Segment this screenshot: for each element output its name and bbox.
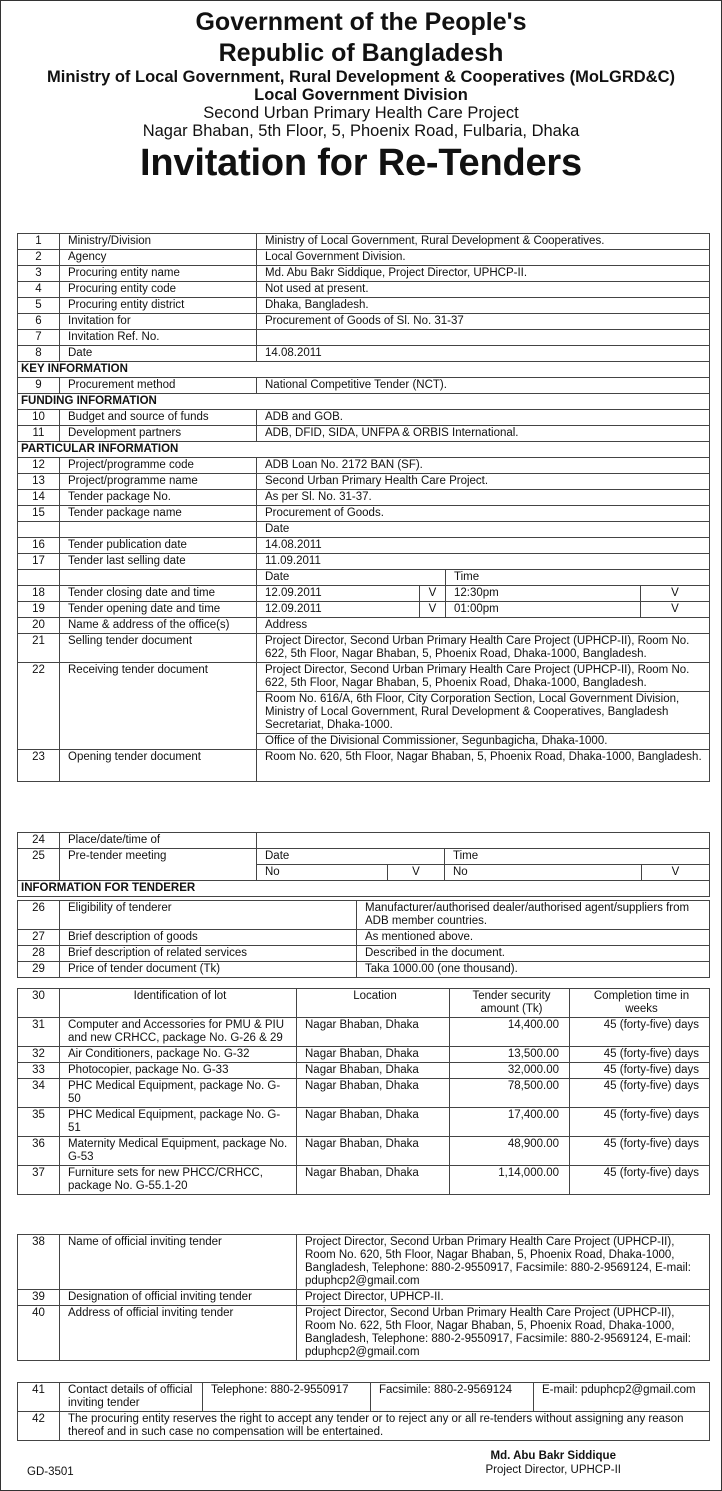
contact-email: E-mail: pduphcp2@gmail.com (534, 1383, 710, 1412)
table-row (18, 1235, 710, 1290)
row-value: 14.08.2011 (257, 346, 710, 362)
closing-time: 12:30pm (446, 586, 641, 602)
row-number: 10 (18, 410, 60, 426)
lot-location: Nagar Bhaban, Dhaka (297, 1047, 450, 1063)
notice-title: Invitation for Re-Tenders (140, 141, 582, 184)
lot-security: 13,500.00 (450, 1047, 570, 1063)
table-row (18, 930, 710, 946)
table-row (18, 234, 710, 250)
lot-security: 14,400.00 (450, 1018, 570, 1047)
table-row (18, 330, 710, 346)
header-line-2: Republic of Bangladesh (218, 38, 504, 67)
check-mark: V (641, 586, 710, 602)
row-label: Procuring entity district (60, 298, 257, 314)
row-label: Project/programme code (60, 458, 257, 474)
section-heading (18, 442, 710, 458)
lot-completion: 45 (forty-five) days (570, 1063, 710, 1079)
row-label: Receiving tender document (60, 663, 257, 750)
table-row (18, 298, 710, 314)
row-value: ADB Loan No. 2172 BAN (SF). (257, 458, 710, 474)
row-value: Manufacturer/authorised dealer/authorised agent/suppliers from ADB member countries. (357, 901, 710, 930)
row-number: 24 (18, 833, 60, 849)
row-value: Room No. 616/A, 6th Floor, City Corporation Section, Local Government Division, Ministry of Local Government, Rural Development & Cooperatives, Bangladesh Secretariat, Dhaka-1000. (257, 692, 710, 734)
tender-table-main (17, 233, 710, 782)
row-number: 13 (18, 474, 60, 490)
row-label: Project/programme name (60, 474, 257, 490)
lot-security: 1,14,000.00 (450, 1166, 570, 1195)
row-value: Room No. 620, 5th Floor, Nagar Bhaban, 5, Phoenix Road, Dhaka-1000, Bangladesh. (257, 750, 710, 782)
table-row (18, 378, 710, 394)
signatory-title: Project Director, UPHCP-II (485, 1464, 621, 1476)
table-row (18, 554, 710, 570)
project-name: Second Urban Primary Health Care Project (203, 104, 519, 123)
lot-security: 32,000.00 (450, 1063, 570, 1079)
row-label: Development partners (60, 426, 257, 442)
row-number: 31 (18, 1018, 60, 1047)
check-mark: V (420, 602, 446, 618)
row-number (18, 570, 60, 586)
table-row (18, 849, 710, 865)
lot-location: Nagar Bhaban, Dhaka (297, 1018, 450, 1047)
date-column-header: Date (257, 570, 446, 586)
row-label: Date (60, 346, 257, 362)
row-value: 11.09.2011 (257, 554, 710, 570)
row-number: 19 (18, 602, 60, 618)
table-row (18, 282, 710, 298)
row-number: 7 (18, 330, 60, 346)
row-number: 15 (18, 506, 60, 522)
row-number: 35 (18, 1108, 60, 1137)
row-value: ADB and GOB. (257, 410, 710, 426)
row-value: ADB, DFID, SIDA, UNFPA & ORBIS International. (257, 426, 710, 442)
lot-location: Nagar Bhaban, Dhaka (297, 1137, 450, 1166)
row-value (257, 833, 710, 849)
row-label: Tender package name (60, 506, 257, 522)
row-label: Procuring entity name (60, 266, 257, 282)
lot-row (18, 1063, 710, 1079)
time-column-header: Time (446, 570, 710, 586)
division-name: Local Government Division (254, 86, 468, 105)
row-label: Tender opening date and time (60, 602, 257, 618)
date-column-header: Date (257, 849, 445, 865)
row-value: As per Sl. No. 31-37. (257, 490, 710, 506)
row-number: 17 (18, 554, 60, 570)
row-number: 39 (18, 1290, 60, 1306)
section-funding-information: FUNDING INFORMATION (18, 394, 710, 410)
lot-security: 78,500.00 (450, 1079, 570, 1108)
row-value: Project Director, Second Urban Primary Health Care Project (UPHCP-II), Room No. 620, 5th Floor, Nagar Bhaban, 5, Phoenix Road, Dhaka-1000, Bangladesh, Telephone: 880-2-9550917, Facsimile: 880-2-9569124, E-mail: pduphcp2@gmail.com (297, 1235, 710, 1290)
contact-facsimile: Facsimile: 880-2-9569124 (371, 1383, 534, 1412)
row-value: Procurement of Goods of Sl. No. 31-37 (257, 314, 710, 330)
row-value: Procurement of Goods. (257, 506, 710, 522)
row-label: Procuring entity code (60, 282, 257, 298)
row-number: 37 (18, 1166, 60, 1195)
row-value: Md. Abu Bakr Siddique, Project Director, UPHCP-II. (257, 266, 710, 282)
row-label: Opening tender document (60, 750, 257, 782)
location-column-header: Location (297, 989, 450, 1018)
row-label (60, 570, 257, 586)
row-value: Project Director, Second Urban Primary Health Care Project (UPHCP-II), Room No. 622, 5th Floor, Nagar Bhaban, 5, Phoenix Road, Dhaka-1000, Bangladesh, Telephone: 880-2-9550917, Facsimile: 880-2-9569124, E-mail: pduphcp2@gmail.com (297, 1306, 710, 1361)
contact-table (17, 1382, 710, 1441)
row-label: Name of official inviting tender (60, 1235, 297, 1290)
table-row (18, 506, 710, 522)
lot-name: Photocopier, package No. G-33 (60, 1063, 297, 1079)
lot-completion: 45 (forty-five) days (570, 1047, 710, 1063)
meeting-date: No (257, 865, 388, 881)
table-row (18, 570, 710, 586)
signatory-name: Md. Abu Bakr Siddique (490, 1450, 616, 1462)
row-number: 11 (18, 426, 60, 442)
row-number: 23 (18, 750, 60, 782)
reservation-clause: The procuring entity reserves the right to accept any tender or to reject any or all re-tenders without assigning any reason thereof and in such case no compensation will be entertained. (60, 1412, 710, 1441)
lot-name: Maternity Medical Equipment, package No. G-53 (60, 1137, 297, 1166)
row-label: Tender publication date (60, 538, 257, 554)
table-row (18, 663, 710, 692)
row-number: 26 (18, 901, 60, 930)
signature-block (486, 1449, 621, 1477)
row-label: Contact details of official inviting tender (60, 1383, 203, 1412)
check-mark: V (420, 586, 446, 602)
lot-completion: 45 (forty-five) days (570, 1079, 710, 1108)
row-label: Price of tender document (Tk) (60, 962, 357, 978)
project-address: Nagar Bhaban, 5th Floor, 5, Phoenix Road, Fulbaria, Dhaka (142, 122, 580, 141)
table-row (18, 266, 710, 282)
lot-location: Nagar Bhaban, Dhaka (297, 1079, 450, 1108)
table-row (18, 750, 710, 782)
row-label: Brief description of related services (60, 946, 357, 962)
lot-name: Furniture sets for new PHCC/CRHCC, package No. G-55.1-20 (60, 1166, 297, 1195)
row-value: Ministry of Local Government, Rural Development & Cooperatives. (257, 234, 710, 250)
tenderer-info-table (17, 900, 710, 978)
lot-completion: 45 (forty-five) days (570, 1166, 710, 1195)
row-number: 25 (18, 849, 60, 881)
completion-column-header: Completion time in weeks (570, 989, 710, 1018)
lot-row (18, 1047, 710, 1063)
row-label: Invitation Ref. No. (60, 330, 257, 346)
table-row (18, 1412, 710, 1441)
row-value: National Competitive Tender (NCT). (257, 378, 710, 394)
row-label: Agency (60, 250, 257, 266)
row-number: 20 (18, 618, 60, 634)
ministry-name: Ministry of Local Government, Rural Development & Cooperatives (MoLGRD&C) (47, 68, 675, 86)
row-number: 12 (18, 458, 60, 474)
meeting-time: No (445, 865, 642, 881)
table-row (18, 474, 710, 490)
row-number: 34 (18, 1079, 60, 1108)
row-value: Office of the Divisional Commissioner, Segunbagicha, Dhaka-1000. (257, 734, 710, 750)
section-heading (18, 881, 710, 897)
row-label: Budget and source of funds (60, 410, 257, 426)
time-column-header: Time (445, 849, 710, 865)
table-row (18, 490, 710, 506)
row-label: Address of official inviting tender (60, 1306, 297, 1361)
row-label: Tender closing date and time (60, 586, 257, 602)
security-column-header: Tender security amount (Tk) (450, 989, 570, 1018)
lot-security: 48,900.00 (450, 1137, 570, 1166)
row-value: As mentioned above. (357, 930, 710, 946)
notice-code: GD-3501 (27, 1466, 74, 1478)
lot-column-header: Identification of lot (60, 989, 297, 1018)
opening-time: 01:00pm (446, 602, 641, 618)
row-label: Tender package No. (60, 490, 257, 506)
lots-header-row (18, 989, 710, 1018)
row-number: 28 (18, 946, 60, 962)
row-value: Taka 1000.00 (one thousand). (357, 962, 710, 978)
row-number: 1 (18, 234, 60, 250)
row-number: 14 (18, 490, 60, 506)
row-label: Selling tender document (60, 634, 257, 663)
row-number: 38 (18, 1235, 60, 1290)
row-number: 32 (18, 1047, 60, 1063)
table-row (18, 901, 710, 930)
official-table (17, 1234, 710, 1361)
opening-date: 12.09.2011 (257, 602, 420, 618)
pre-tender-table (17, 832, 710, 897)
lot-name: Computer and Accessories for PMU & PIU and new CRHCC, package No. G-26 & 29 (60, 1018, 297, 1047)
row-label (60, 522, 257, 538)
table-row (18, 1306, 710, 1361)
table-row (18, 618, 710, 634)
check-mark: V (642, 865, 710, 881)
lots-table (17, 988, 710, 1195)
row-number: 16 (18, 538, 60, 554)
row-number: 6 (18, 314, 60, 330)
row-label: Name & address of the office(s) (60, 618, 257, 634)
lot-completion: 45 (forty-five) days (570, 1108, 710, 1137)
table-row (18, 946, 710, 962)
table-row (18, 586, 710, 602)
row-number: 4 (18, 282, 60, 298)
table-row (18, 250, 710, 266)
table-row (18, 426, 710, 442)
table-row (18, 410, 710, 426)
table-row (18, 458, 710, 474)
check-mark: V (641, 602, 710, 618)
row-label: Invitation for (60, 314, 257, 330)
row-number: 33 (18, 1063, 60, 1079)
table-row (18, 833, 710, 849)
lot-name: PHC Medical Equipment, package No. G-51 (60, 1108, 297, 1137)
table-row (18, 602, 710, 618)
row-value: Project Director, Second Urban Primary Health Care Project (UPHCP-II), Room No. 622, 5th Floor, Nagar Bhaban, 5, Phoenix Road, Dhaka-1000, Bangladesh. (257, 663, 710, 692)
lot-row (18, 1166, 710, 1195)
row-number: 29 (18, 962, 60, 978)
lot-security: 17,400.00 (450, 1108, 570, 1137)
row-label: Tender last selling date (60, 554, 257, 570)
row-value: 14.08.2011 (257, 538, 710, 554)
closing-date: 12.09.2011 (257, 586, 420, 602)
row-value: Project Director, UPHCP-II. (297, 1290, 710, 1306)
row-value (257, 330, 710, 346)
table-row (18, 1383, 710, 1412)
lot-row (18, 1018, 710, 1047)
header-line-1: Government of the People's (195, 8, 527, 36)
table-row (18, 538, 710, 554)
row-number: 27 (18, 930, 60, 946)
row-value: Dhaka, Bangladesh. (257, 298, 710, 314)
lot-location: Nagar Bhaban, Dhaka (297, 1108, 450, 1137)
contact-telephone: Telephone: 880-2-9550917 (203, 1383, 371, 1412)
lot-location: Nagar Bhaban, Dhaka (297, 1166, 450, 1195)
row-label: Brief description of goods (60, 930, 357, 946)
lot-completion: 45 (forty-five) days (570, 1137, 710, 1166)
lot-row (18, 1079, 710, 1108)
row-value: Local Government Division. (257, 250, 710, 266)
section-particular-information: PARTICULAR INFORMATION (18, 442, 710, 458)
row-label: Procurement method (60, 378, 257, 394)
notice-header (1, 1, 721, 184)
row-number: 2 (18, 250, 60, 266)
row-value: Second Urban Primary Health Care Project. (257, 474, 710, 490)
row-number: 22 (18, 663, 60, 750)
row-value: Not used at present. (257, 282, 710, 298)
table-row (18, 1290, 710, 1306)
row-label: Pre-tender meeting (60, 849, 257, 881)
check-mark: V (388, 865, 445, 881)
row-number (18, 522, 60, 538)
row-number: 18 (18, 586, 60, 602)
row-number: 41 (18, 1383, 60, 1412)
row-value: Project Director, Second Urban Primary Health Care Project (UPHCP-II), Room No. 622, 5th Floor, Nagar Bhaban, 5, Phoenix Road, Dhaka-1000, Bangladesh. (257, 634, 710, 663)
row-number: 8 (18, 346, 60, 362)
row-value: Address (257, 618, 710, 634)
lot-row (18, 1137, 710, 1166)
row-number: 5 (18, 298, 60, 314)
row-value: Described in the document. (357, 946, 710, 962)
row-number: 36 (18, 1137, 60, 1166)
section-heading (18, 362, 710, 378)
row-number: 21 (18, 634, 60, 663)
lot-location: Nagar Bhaban, Dhaka (297, 1063, 450, 1079)
row-label: Ministry/Division (60, 234, 257, 250)
table-row (18, 522, 710, 538)
row-label: Designation of official inviting tender (60, 1290, 297, 1306)
row-number: 40 (18, 1306, 60, 1361)
lot-row (18, 1108, 710, 1137)
table-row (18, 346, 710, 362)
date-column-header: Date (257, 522, 710, 538)
section-key-information: KEY INFORMATION (18, 362, 710, 378)
row-number: 30 (18, 989, 60, 1018)
section-heading (18, 394, 710, 410)
lot-name: Air Conditioners, package No. G-32 (60, 1047, 297, 1063)
row-number: 9 (18, 378, 60, 394)
section-information-for-tenderer: INFORMATION FOR TENDERER (18, 881, 710, 897)
row-number: 42 (18, 1412, 60, 1441)
row-number: 3 (18, 266, 60, 282)
row-label: Place/date/time of (60, 833, 257, 849)
table-row (18, 314, 710, 330)
table-row (18, 962, 710, 978)
row-label: Eligibility of tenderer (60, 901, 357, 930)
lot-completion: 45 (forty-five) days (570, 1018, 710, 1047)
table-row (18, 634, 710, 663)
lot-name: PHC Medical Equipment, package No. G-50 (60, 1079, 297, 1108)
